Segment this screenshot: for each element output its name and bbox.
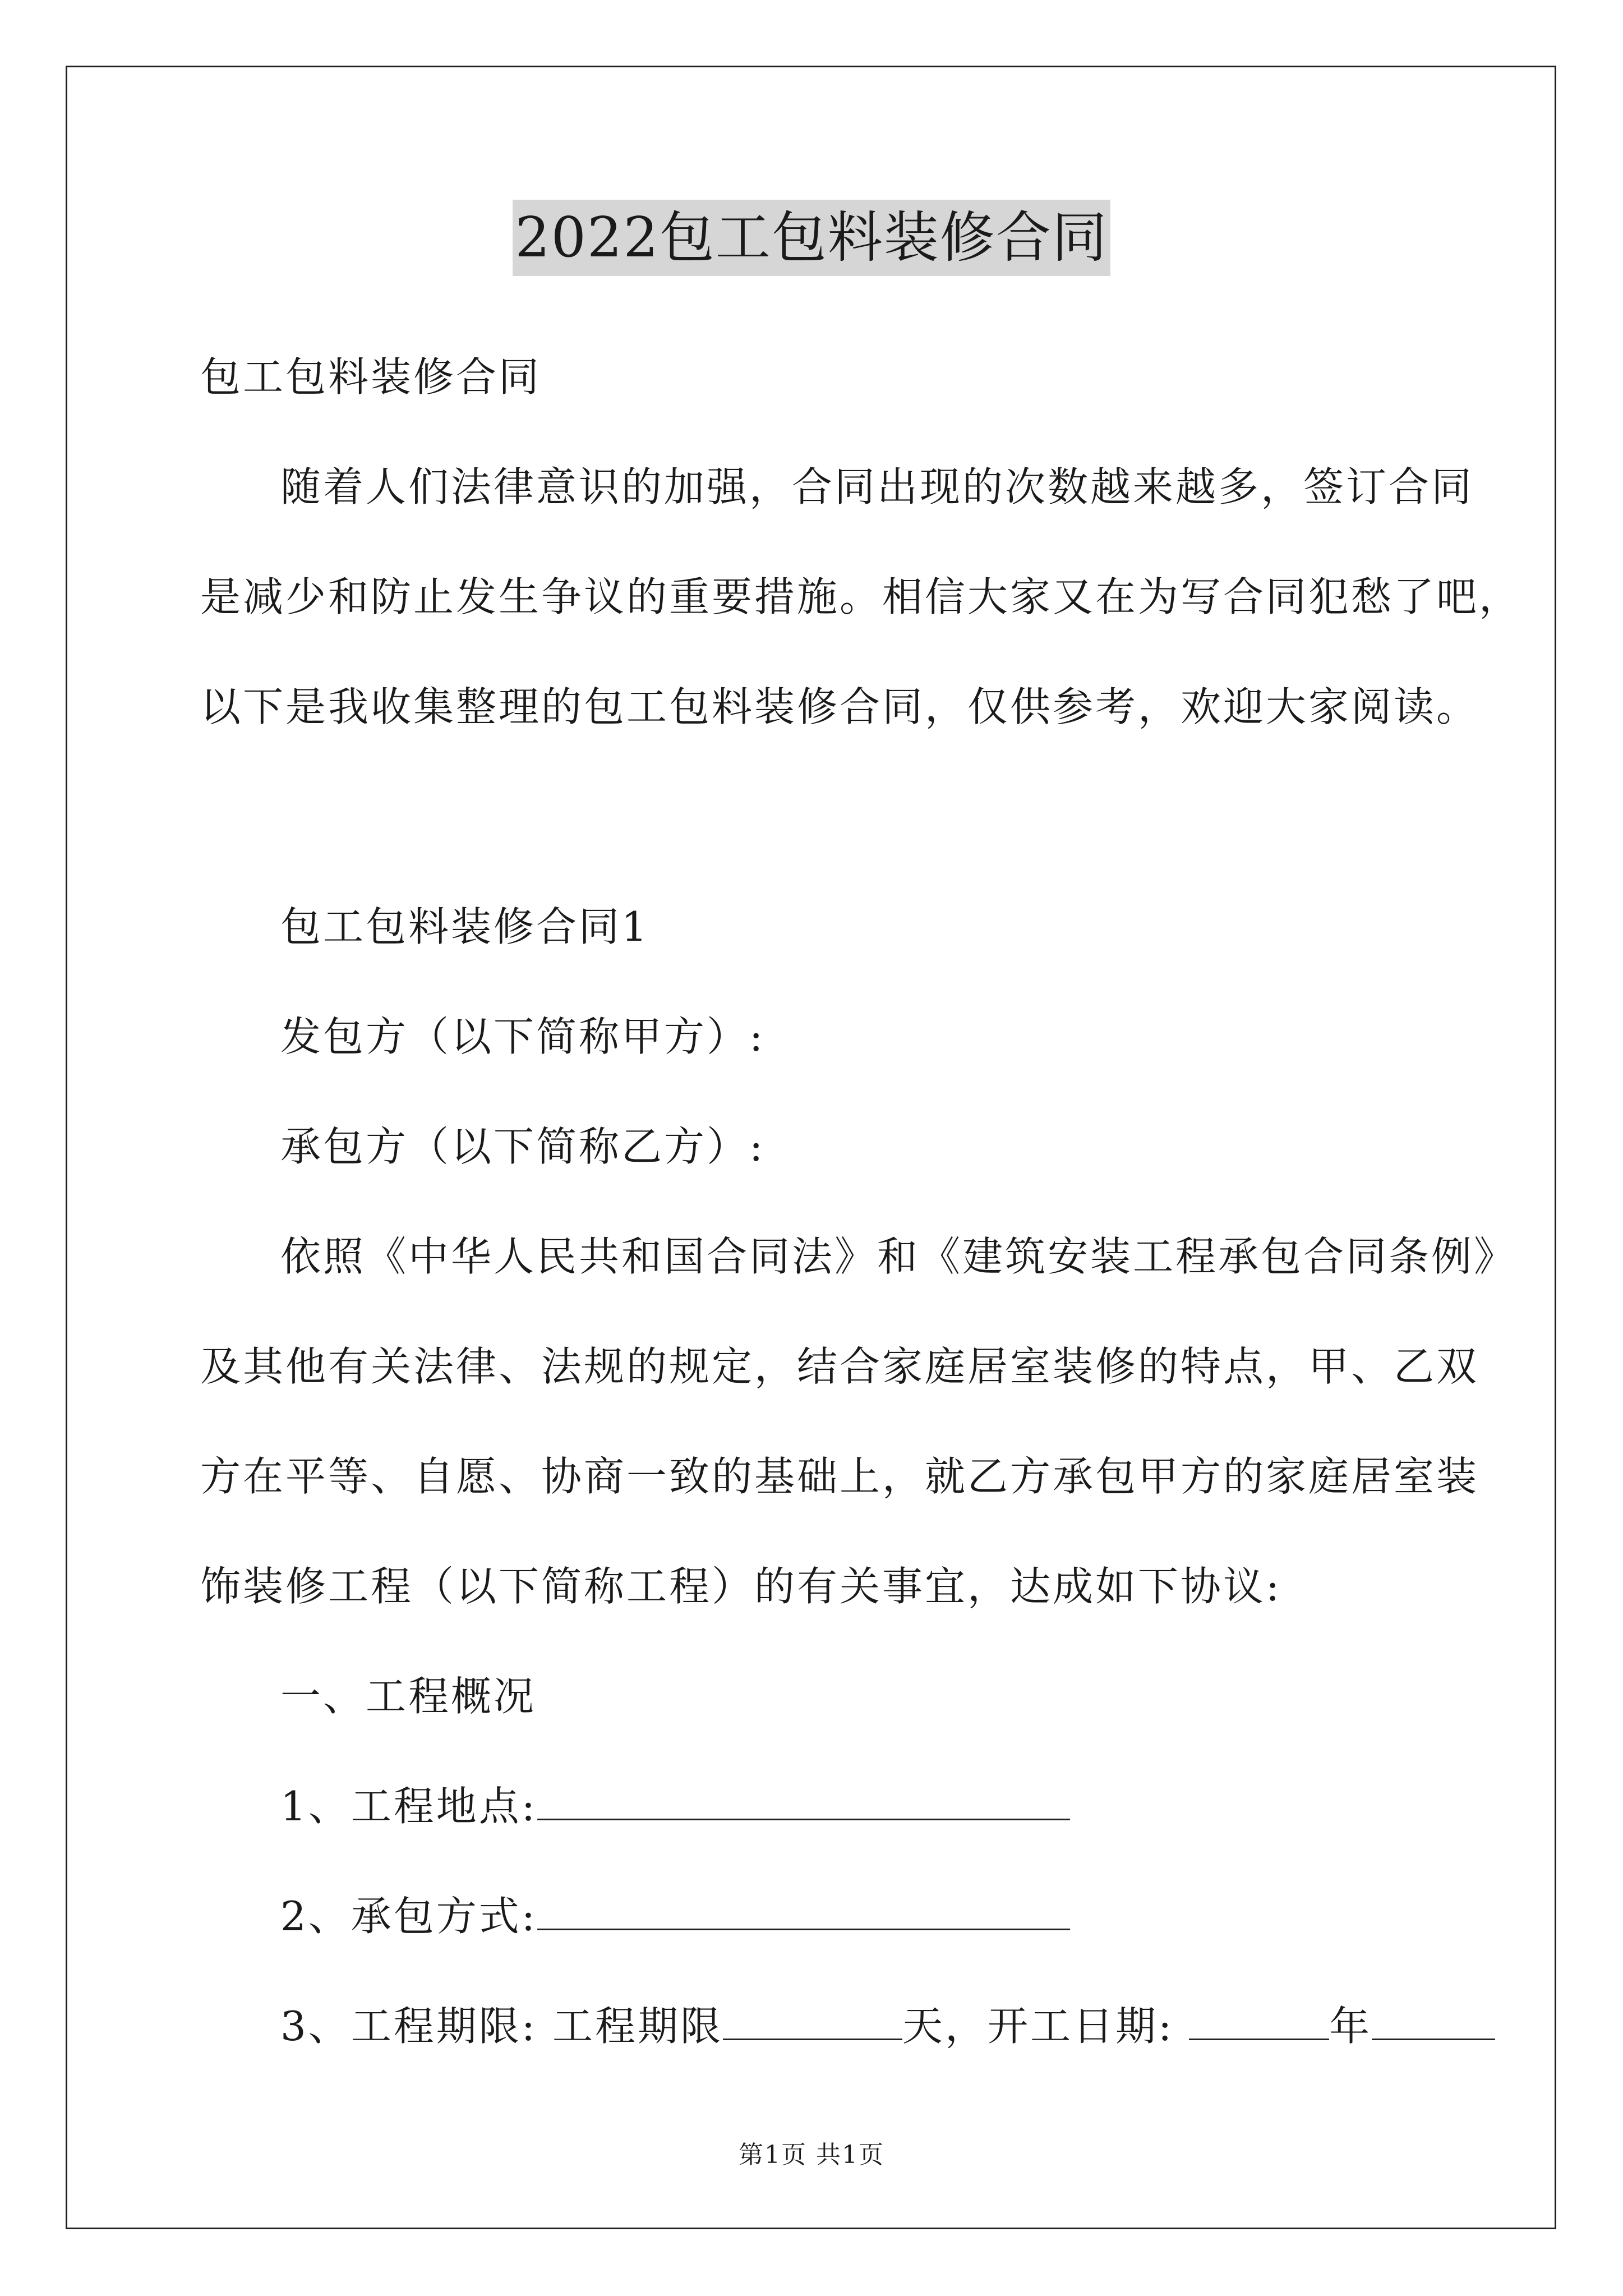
basis-line-2: 及其他有关法律、法规的规定，结合家庭居室装修的特点，甲、乙双 <box>200 1343 1479 1390</box>
subtitle: 包工包料装修合同 <box>200 353 542 401</box>
intro-line-2: 是减少和防止发生争议的重要措施。相信大家又在为写合同犯愁了吧， <box>200 573 1522 620</box>
contract-heading: 包工包料装修合同1 <box>280 903 649 950</box>
basis-line-4: 饰装修工程（以下简称工程）的有关事宜，达成如下协议: <box>200 1563 1282 1610</box>
item-3-row <box>280 1998 1495 2054</box>
days-blank <box>723 2004 902 2040</box>
basis-line-3: 方在平等、自愿、协商一致的基础上，就乙方承包甲方的家庭居室装 <box>200 1453 1479 1500</box>
party-a-line: 发包方（以下简称甲方）: <box>280 1013 766 1060</box>
item-2-row <box>280 1888 1070 1944</box>
page-footer: 第1页 共1页 <box>739 2141 884 2169</box>
location-blank <box>537 1784 1070 1820</box>
item-3-text-b: 天，开工日期: <box>902 2003 1174 2050</box>
item-1-row <box>280 1778 1070 1834</box>
year-blank <box>1189 2004 1329 2040</box>
basis-line-1: 依照《中华人民共和国合同法》和《建筑安装工程承包合同条例》 <box>280 1233 1517 1280</box>
document-title-text: 2022包工包料装修合同 <box>513 200 1110 276</box>
item-3-text-c: 年 <box>1329 2003 1372 2050</box>
intro-line-3: 以下是我收集整理的包工包料装修合同，仅供参考，欢迎大家阅读。 <box>200 683 1479 730</box>
item-1-label: 1、工程地点: <box>280 1783 538 1830</box>
month-blank <box>1372 2004 1495 2040</box>
item-3-label: 3、工程期限: <box>280 2003 538 2050</box>
contract-method-blank <box>537 1894 1070 1930</box>
intro-line-1: 随着人们法律意识的加强，合同出现的次数越来越多，签订合同 <box>280 463 1474 510</box>
item-3-text-a: 工程期限 <box>552 2003 723 2050</box>
section-1-title: 一、工程概况 <box>280 1673 537 1720</box>
item-2-label: 2、承包方式: <box>280 1893 538 1940</box>
document-title <box>0 200 1623 276</box>
party-b-line: 承包方（以下简称乙方）: <box>280 1123 766 1170</box>
